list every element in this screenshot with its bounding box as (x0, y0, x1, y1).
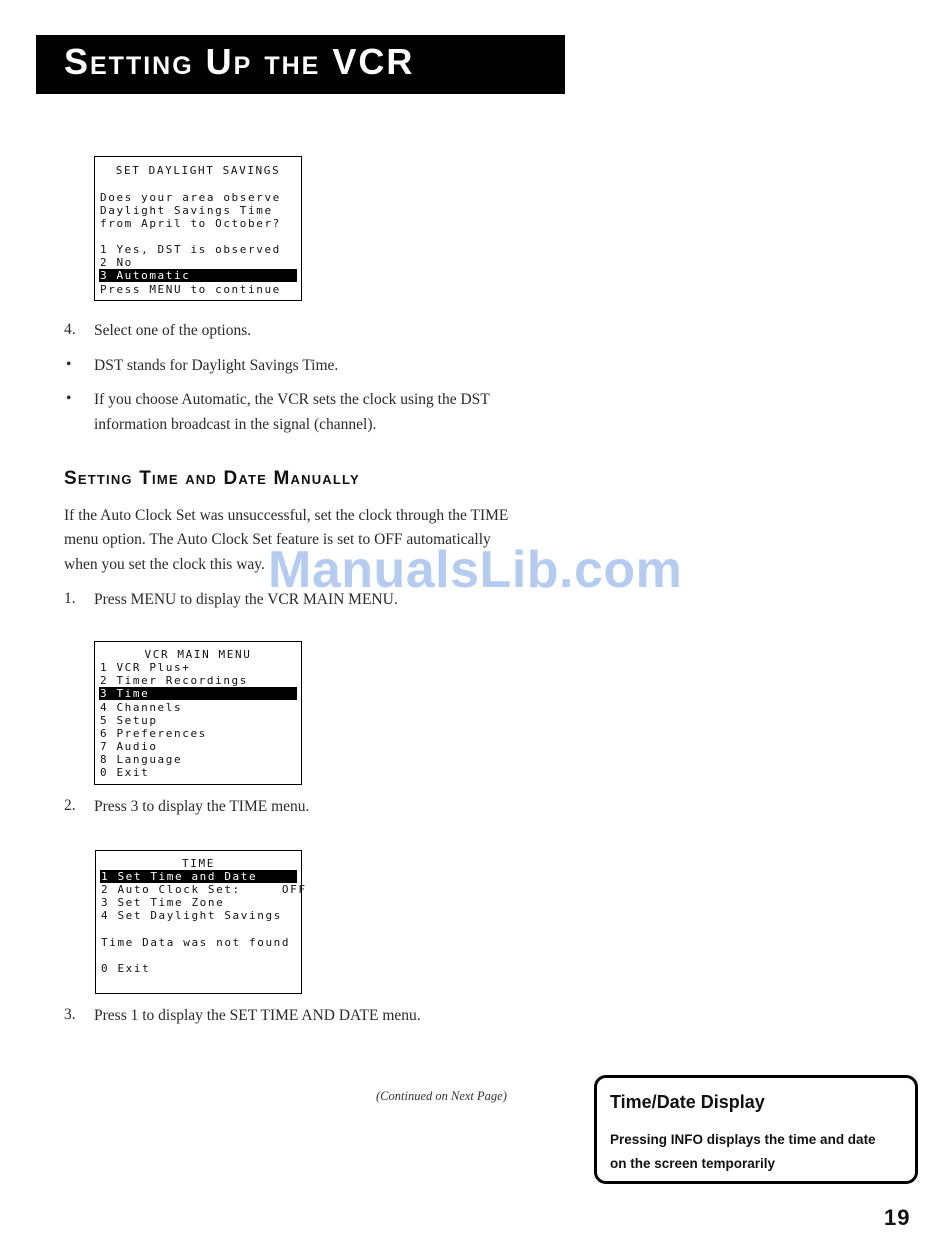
time-menu-title: TIME (182, 857, 215, 870)
dst-option-no: 2 No (100, 256, 133, 269)
tip-box-body (610, 1128, 930, 1176)
main-menu-screen (94, 641, 302, 785)
dst-screen-footer: Press MENU to continue (100, 283, 281, 296)
step-text: Press 1 to display the SET TIME AND DATE menu. (94, 1007, 421, 1024)
intro-paragraph-line: menu option. The Auto Clock Set feature is set to OFF automatically (64, 531, 491, 548)
bullet-text: If you choose Automatic, the VCR sets the clock using the DST (94, 391, 490, 408)
page-number: 19 (884, 1205, 911, 1230)
bullet-marker: • (66, 356, 72, 373)
time-menu-exit: 0 Exit (101, 962, 151, 975)
dst-screen-question-line: Daylight Savings Time (100, 204, 273, 217)
main-menu-title: VCR MAIN MENU (144, 648, 252, 661)
watermark: ManualsLib.com (268, 541, 683, 599)
main-menu-item: 5 Setup (100, 714, 158, 727)
bullet-text-continued: information broadcast in the signal (channel). (94, 416, 377, 433)
section-heading: Setting Time and Date Manually (64, 468, 360, 489)
time-menu-item: 3 Set Time Zone (101, 896, 225, 909)
step-number: 2. (64, 797, 76, 814)
tip-box (594, 1075, 918, 1184)
main-menu-item: 8 Language (100, 753, 183, 766)
main-menu-item-highlighted: 3 Time (99, 687, 297, 700)
dst-screen-title: SET DAYLIGHT SAVINGS (115, 164, 281, 177)
step-text: Press 3 to display the TIME menu. (94, 798, 310, 815)
step-number: 4. (64, 321, 76, 338)
continued-note: (Continued on Next Page) (376, 1089, 507, 1103)
step-number: 3. (64, 1006, 76, 1023)
intro-paragraph-line: when you set the clock this way. (64, 556, 265, 573)
bullet-text: DST stands for Daylight Savings Time. (94, 357, 339, 374)
tip-box-body-line: on the screen temporarily (610, 1156, 776, 1171)
time-menu-item: 4 Set Daylight Savings (101, 909, 282, 922)
tip-box-body-line: Pressing INFO displays the time and date (610, 1132, 876, 1147)
time-menu-item: 2 Auto Clock Set: OFF (101, 883, 307, 896)
main-menu-item: 6 Preferences (100, 727, 207, 740)
dst-screen-question-line: from April to October? (100, 217, 281, 230)
step-text: Select one of the options. (94, 322, 252, 339)
dst-screen-question-line: Does your area observe (100, 191, 281, 204)
tip-box-title: Time/Date Display (610, 1092, 765, 1112)
step-number: 1. (64, 590, 76, 607)
main-menu-item: 0 Exit (100, 766, 150, 779)
main-menu-item: 7 Audio (100, 740, 158, 753)
time-menu-screen (95, 850, 307, 994)
step-text: Press MENU to display the VCR MAIN MENU. (94, 591, 398, 608)
page-header-bar (36, 35, 565, 94)
bullet-marker: • (66, 390, 72, 407)
main-menu-item: 2 Timer Recordings (100, 674, 249, 687)
page-header-title: Setting Up the VCR (64, 41, 415, 82)
intro-paragraph-line: If the Auto Clock Set was unsuccessful, set the clock through the TIME (64, 507, 509, 524)
main-menu-item: 4 Channels (100, 701, 183, 714)
main-menu-item: 1 VCR Plus+ (100, 661, 191, 674)
time-menu-item-highlighted: 1 Set Time and Date (100, 870, 297, 883)
time-menu-status: Time Data was not found (101, 936, 291, 949)
dst-screen (94, 156, 302, 301)
dst-option-automatic-highlighted: 3 Automatic (99, 269, 297, 282)
dst-option-yes: 1 Yes, DST is observed (100, 243, 281, 256)
